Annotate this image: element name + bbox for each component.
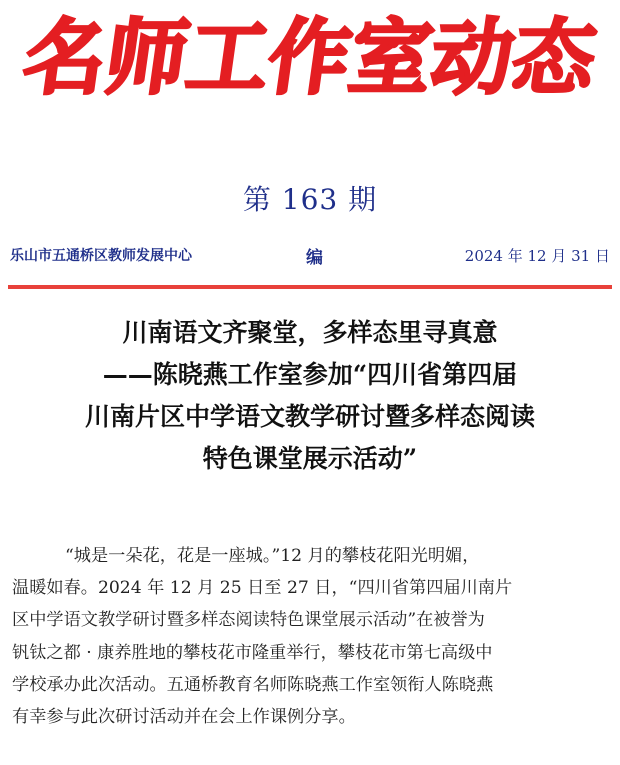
body-line: 有幸参与此次研讨活动并在会上作课例分享。 bbox=[12, 707, 356, 728]
header-divider bbox=[8, 285, 612, 289]
headline-line: ——陈晓燕工作室参加“四川省第四届 bbox=[102, 360, 518, 389]
editor-mark: 编 bbox=[306, 248, 323, 268]
info-bar bbox=[10, 243, 610, 267]
masthead-title-art bbox=[0, 6, 620, 106]
body-line: “城是一朵花，花是一座城。”12 月的攀枝花阳光明媚， bbox=[65, 546, 480, 566]
body-line: 区中学语文教学研讨暨多样态阅读特色课堂展示活动”在被誉为 bbox=[12, 610, 485, 631]
body-line: 学校承办此次活动。五通桥教育名师陈晓燕工作室领衔人陈晓燕 bbox=[12, 674, 494, 695]
masthead-title: 名师工作室动态 bbox=[17, 11, 606, 106]
headline-line: 特色课堂展示活动” bbox=[202, 444, 418, 473]
body-line: 钒钛之都 · 康养胜地的攀枝花市隆重举行，攀枝花市第七高级中 bbox=[12, 642, 493, 663]
organization-name: 乐山市五通桥区教师发展中心 bbox=[10, 248, 192, 264]
headline-line: 川南片区中学语文教学研讨暨多样态阅读 bbox=[84, 402, 535, 431]
issue-date: 2024 年 12 月 31 日 bbox=[464, 247, 610, 265]
headline-line: 川南语文齐聚堂，多样态里寻真意 bbox=[122, 318, 498, 347]
body-line: 温暖如春。2024 年 12 月 25 日至 27 日，“四川省第四届川南片 bbox=[12, 578, 513, 599]
article-body bbox=[12, 540, 608, 733]
issue-number: 第 163 期 bbox=[242, 183, 378, 216]
masthead bbox=[0, 6, 620, 106]
article-headline bbox=[0, 312, 620, 480]
